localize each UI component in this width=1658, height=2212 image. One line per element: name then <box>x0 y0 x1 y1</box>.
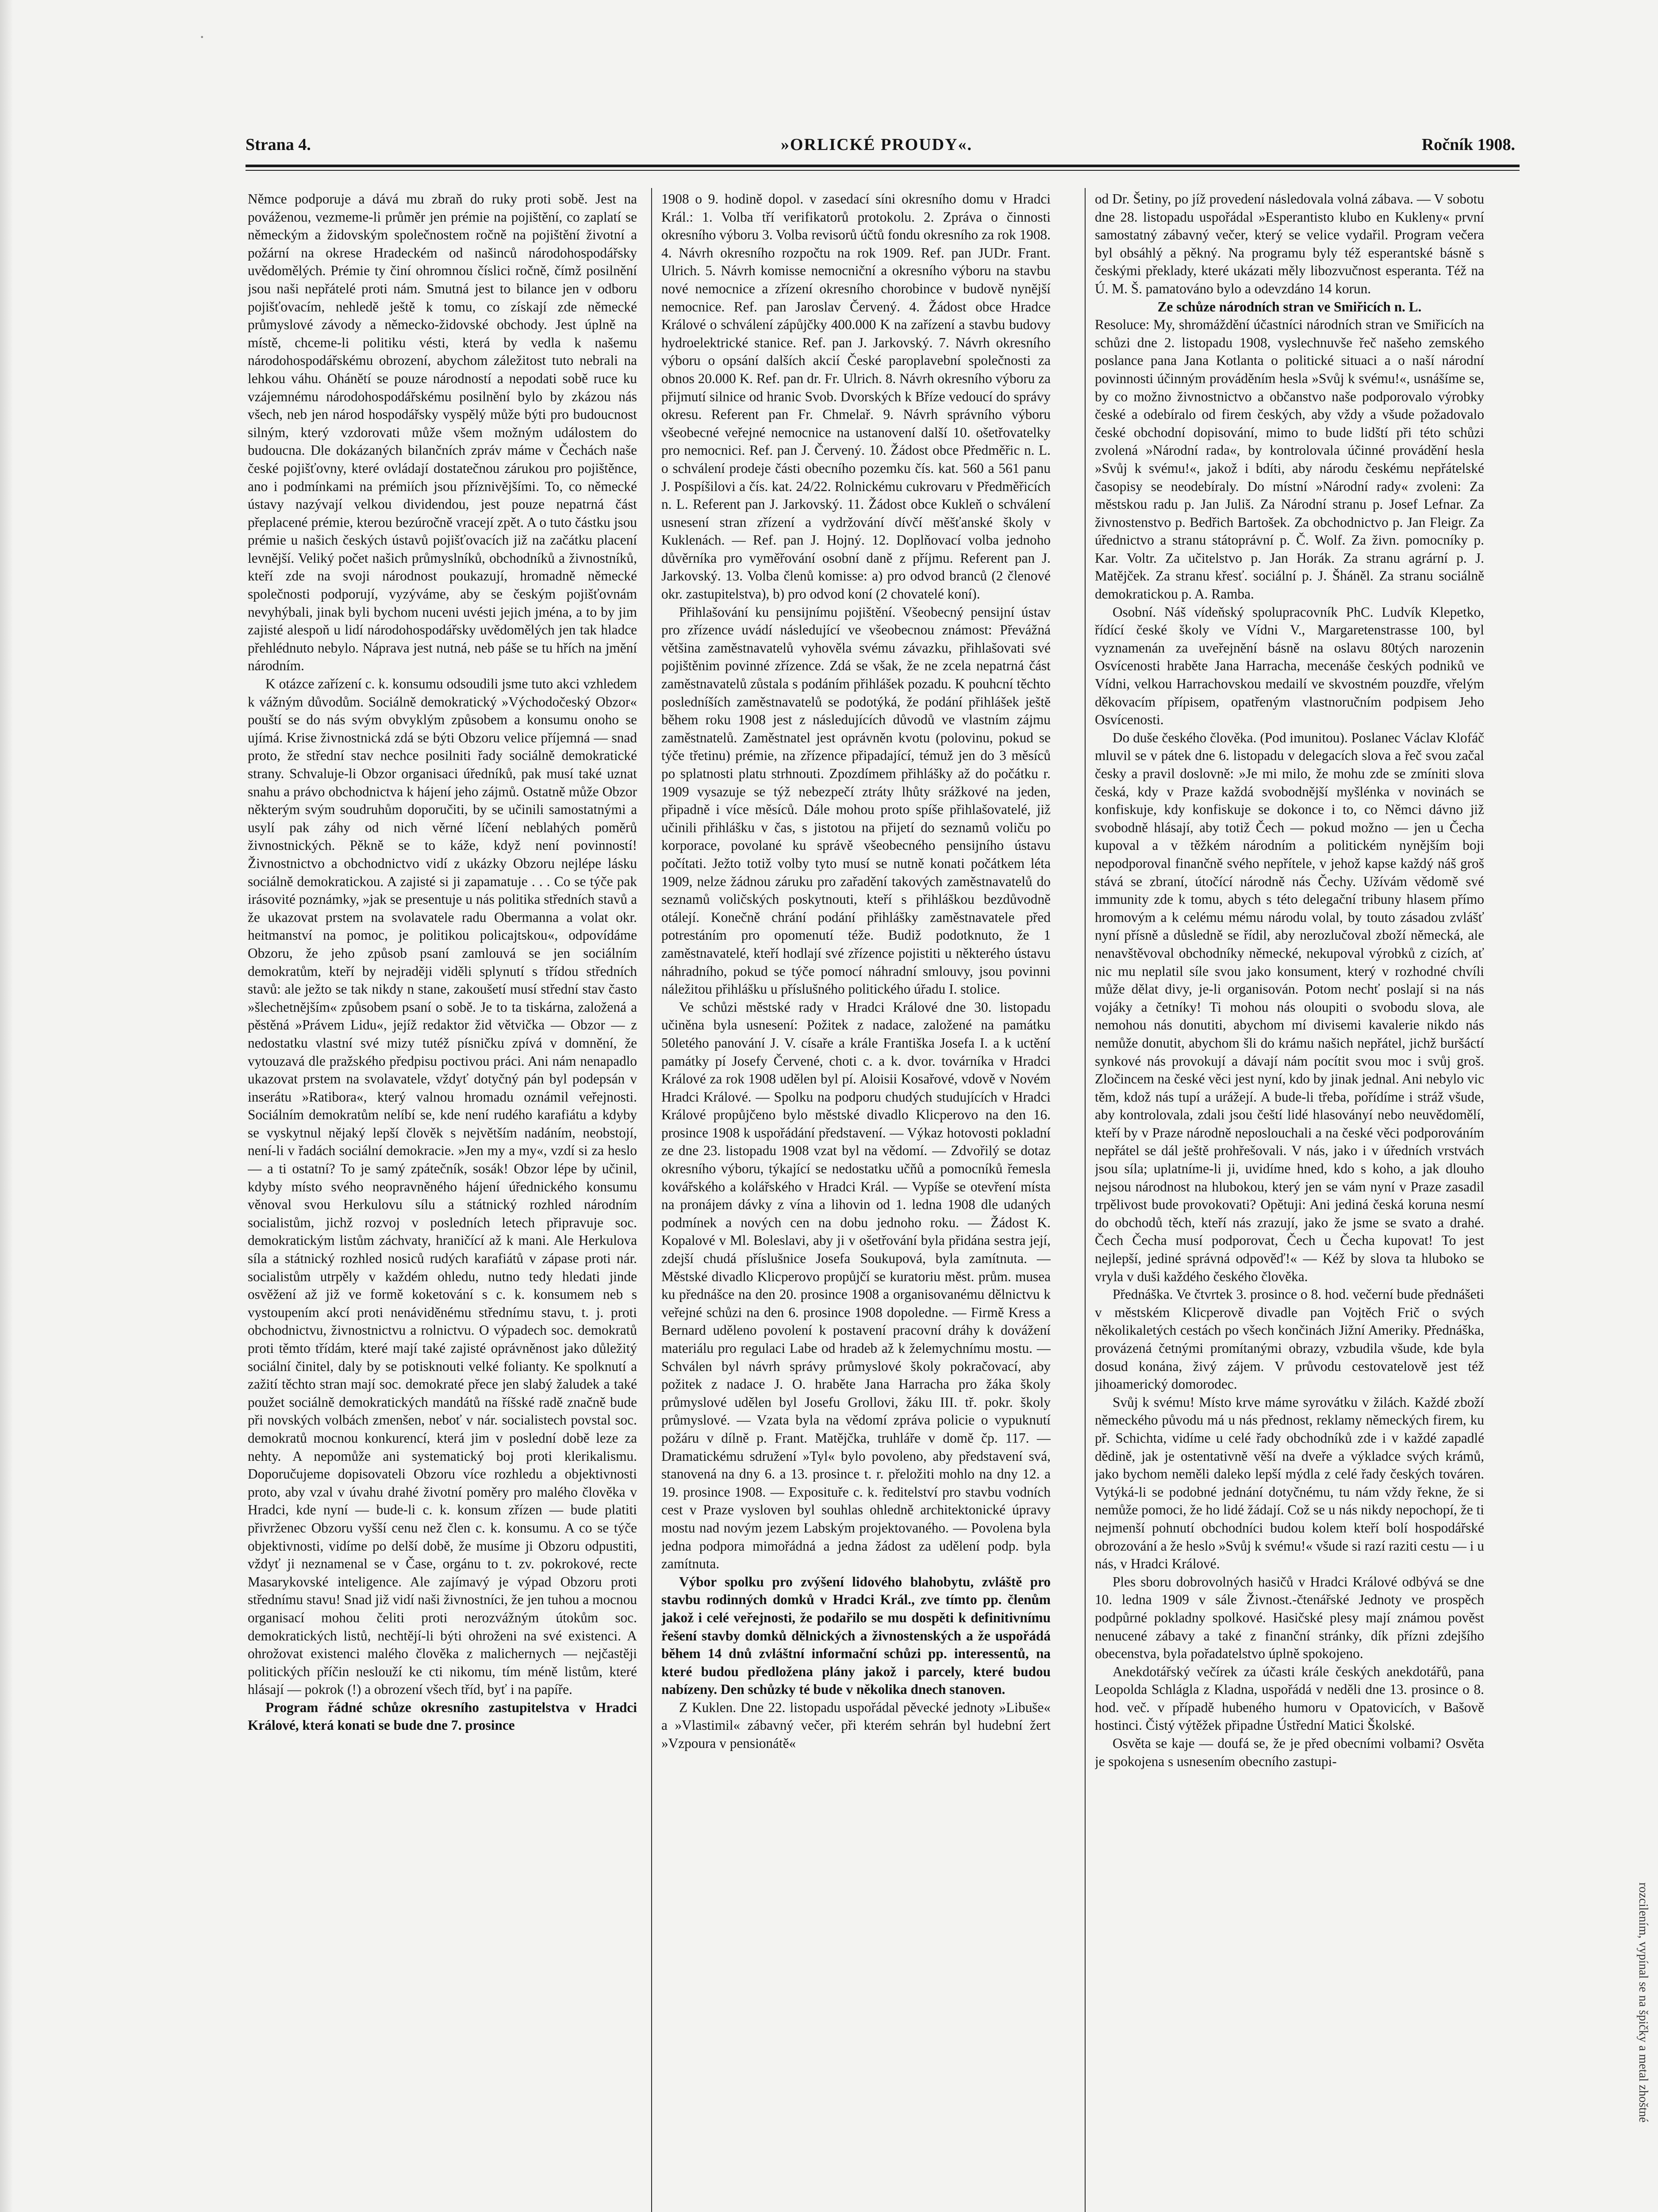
article-paragraph: K otázce zařízení c. k. konsumu odsoudili jsme tuto akci vzhledem k vážným důvodům. Sociálně demokratický »Východočeský Obzor« pouští se do nás svým obvyklým způsobem a konsumu onoho se ujímá. Krise živnostnická zdá se býti Obzoru velice příjemná — snad proto, že střední stav nechce posilniti řady sociálně demokratické strany. Schvaluje-li Obzor organisaci úředníků, pak musí také uznat snahu a právo obchodnictva k hájení jeho zájmů. Ostatně může Obzor některým svým soudruhům doporučiti, by se učinili samostatnými a usylí pak záhy od nich věrné líčení neblahých poměrů živnostnických. Pěkně se to káže, když není povinností! Živnostnictvo a obchodnictvo vidí z ukázky Obzoru nejlépe lásku sociálně demokratickou. A zajisté si ji zapamatuje . . . Co se týče pak irásovité poznámky, »jak se presentuje u nás politika středních stavů a že ukazovat prstem na svolavatele radu Obermanna a volat okr. heitmanství na pomoc, je politikou policajtskou«, odpovídáme Obzoru, že jeho způsob psaní zamlouvá se jen sociálním demokratům, kteří by nejraději viděli splynutí s třídou středních stavů: ale ježto se tak nikdy n stane, zakoušetí musí střední stav často »šlechetnějším« způsobem psaní o sobě. Je to ta tiskárna, založená a pěstěná »Právem Lidu«, jejíž redaktor žid větvička — Obzor — z nedostatku vlastní své mizy tutéž písničku zpívá v domnění, že vytouzavá dle pražského předpisu poctivou práci. Ani nám nenapadlo ukazovat prstem na svolavatele, vždyť dotyčný pán byl podepsán v inserátu »Ratibora«, který valnou hromadu oznámil veřejnosti. Sociálním demokratům nelíbí se, kde není rudého karafiátu a kdyby se vyskytnul nějaký lepší člověk s největším nadáním, neobstojí, není-li v řadách sociální demokracie. »Jen my a my«, vzdí si za heslo — a ti ostatní? To je samý zpátečník, sosák! Obzor lépe by učinil, kdyby místo svého neopravněného hájení úřednického konsumu věnoval svou Herkulovu sílu a státnický rozhled národním socialistům, jichž rozvoj v posledních letech připravuje soc. demokratickým listům záchvaty, hraničící až k mani. Ale Herkulova síla a státnický rozhled nosiců rudých karafiátů v zápase proti nár. socialistům utrpěly v každém ohledu, nutno tedy hledati jinde osvěžení až již ve formě koketování s c. k. konsumem neb s vystoupením akcí proti nenáviděnému střednímu stavu, t. j. proti obchodnictvu, živnostnictvu a rolnictvu. O výpadech soc. demokratů proti těmto třídám, které mají také zajisté oprávněnost jako důležitý sociální činitel, daly by se potisknouti velké folianty. Ke spolknutí a zažití těchto stran mají soc. demokraté přece jen slabý žaludek a také použet sociálně demokratických mandátů na říšské radě značně bude při novských volbách zmenšen, neboť v nár. socialistech povstal soc. demokratů mocnou konkurencí, která jim v poslední době leze za nehty. A nepomůže ani systematický boj proti klerikalismu. Doporučujeme dopisovateli Obzoru více rozhledu a objektivnosti proto, aby vzal v úvahu drahé životní poměry pro malého člověka v Hradci, kde nyní — bude-li c. k. konsum zřízen — bude platiti přivrženec Obzoru vyšší cenu než člen c. k. konsumu. A co se týče objektivnosti, vidíme po delší době, že musíme ji Obzoru odpustiti, vždyť ji neznamenal se v Čase, orgánu to t. zv. pokrokové, recte Masarykovské inteligence. Ale zajímavý je výpad Obzoru proti střednímu stavu! Snad již vidí naši živnostníci, že jen tuhou a mocnou organisací mohou čeliti proti nerozvážným útokům soc. demokratických listů, nechtějí-li býti ohroženi na své existenci. A ohrožovat existenci malého člověka z malichernych — nejčastěji politických příčin neslouží ke cti nikomu, tím méně listům, které hlásají — pokrok (!) a obrození všech tříd, byť i na papíře. <box>248 676 637 1697</box>
article-paragraph: Ze schůze národních stran ve Smiřicích n. L. <box>1157 299 1422 315</box>
header-rule-thick <box>246 165 1520 167</box>
article-paragraph: Výbor spolku pro zvýšení lidového blahobytu, zvláště pro stavbu rodinných domků v Hradci Král., zve tímto pp. členům jakož i celé veřejnosti, že podařilo se mu dospěti k definitivnímu řešení stavby domků dělnických a živnostenských a že uspořádá během 14 dnů zvláštní informační schůzi pp. interessentů, na které budou předložena plány jakož i parcely, které budou nabízeny. Den schůzky té bude v několika dnech stanoven. <box>661 1574 1051 1697</box>
page-number: Strana 4. <box>246 135 311 154</box>
header-rule-thin <box>246 170 1520 171</box>
article-paragraph: Ples sboru dobrovolných hasičů v Hradci Králové odbývá se dne 10. ledna 1909 v sále Živnost.-čtenářské Jednoty ve prospěch podpůrné pokladny spolkové. Hasičské plesy mají známou pověst nenucené zábavy a také z finanční stránky, dík přízni zdejšího obecenstva, byla pořadatelstvo úplně spokojeno. <box>1095 1574 1484 1662</box>
text-column-3 <box>1095 190 1484 2212</box>
article-paragraph: od Dr. Šetiny, po jíž provedení následovala volná zábava. — V sobotu dne 28. listopadu uspořádal »Esperantisto klubo en Kukleny« první samostatný zábavný večer, který se velice vydařil. Program večera byl obsáhlý a pěkný. Na programu byly též esperantské básně s českými překlady, které ukázati měly libozvučnost esperanta. Též na Ú. M. Š. pamatováno bylo a odevzdáno 14 korun. <box>1095 191 1484 296</box>
article-paragraph: 1908 o 9. hodině dopol. v zasedací síni okresního domu v Hradci Král.: 1. Volba tří verifikatorů protokolu. 2. Zpráva o činnosti okresního výboru 3. Volba revisorů účtů fondu okresního za rok 1908. 4. Návrh okresního rozpočtu na rok 1909. Ref. pan JUDr. Frant. Ulrich. 5. Návrh komisse nemocniční a okresního výboru na stavbu nové nemocnice a zřízení okresního chorobince v budově nynější nemocnice. Ref. pan Jaroslav Červený. 4. Žádost obce Hradce Králové o schválení zápůjčky 400.000 K na zařízení a stavbu budovy hydroelektrické stanice. Ref. pan J. Jarkovský. 7. Návrh okresního výboru o opsání dalších akcií České paroplavební společnosti za obnos 20.000 K. Ref. pan dr. Fr. Ulrich. 8. Návrh okresního výboru za přijmutí silnice od hranic Svob. Dvorských k Bříze vedoucí do správy okresu. Referent pan Fr. Chmelař. 9. Návrh správního výboru všeobecné veřejné nemocnice na ustanovení další 10. ošetřovatelky pro nemocnici. Ref. pan J. Červený. 10. Žádost obce Předměřic n. L. o schválení prodeje části obecního pozemku čís. kat. 560 a 561 panu J. Pospíšilovi a čís. kat. 24/22. Rolnickému cukrovaru v Předměřicích n. L. Referent pan J. Jarkovský. 11. Žádost obce Kukleň o schválení usnesení stran zřízení a vydržování dívčí měšťanské školy v Kuklenách. — Ref. pan J. Hojný. 12. Doplňovací volba jednoho důvěrníka pro vyměřování osobní daně z příjmu. Referent pan J. Jarkovský. 13. Volba členů komisse: a) pro odvod branců (2 členové okr. zastupitelstva), b) pro odvod koní (2 chovatelé koní). <box>661 191 1051 602</box>
article-paragraph: Osvěta se kaje — doufá se, že je před obecními volbami? Osvěta je spokojena s usnesením obecního zastupi- <box>1095 1736 1484 1769</box>
text-column-2 <box>661 190 1051 2212</box>
article-paragraph: Resoluce: My, shromáždění účastníci národních stran ve Smiřicích na schůzi dne 2. listopadu 1908, vyslechnuvše řeč našeho zemského poslance pana Jana Kotlanta o politické situaci a o naší národní povinnosti účinným prováděním hesla »Svůj k svému!«, usnášíme se, by co možno živnostnictvo a občanstvo naše podporovalo výrobky české a odebíralo od firem českých, aby vždy a všude požadovalo české obchodní dopisování, mimo to bude lidští při této schůzi zvolená »Národní rada«, by kontrolovala účinné provádění hesla »Svůj k svému!«, jakož i bdíti, aby národu českému nepřátelské časopisy se neodebíraly. Do místní »Národní rady« zvoleni: Za městskou radu p. Jan Juliš. Za Národní stranu p. Josef Lefnar. Za živnostenstvo p. Bedřich Bartošek. Za obchodnictvo p. Jan Fleigr. Za úřednictvo a stranu státoprávní p. Č. Wolf. Za živn. pomocníky p. Kar. Voltr. Za učitelstvo p. Jan Horák. Za stranu agrární p. J. Matějček. Za stranu křesť. sociální p. J. Šháněl. Za stranu sociálně demokratickou p. A. Ramba. <box>1095 317 1484 602</box>
volume-year: Ročník 1908. <box>1421 135 1515 154</box>
article-paragraph: Němce podporuje a dává mu zbraň do ruky proti sobě. Jest na pováženou, vezmeme-li průměr jen prémie na pojištění, co zaplatí se německým a židovským společnostem ročně na pojištění životní a požární na okrese Hradeckém od našinců národohospodářsky uvědomělých. Prémie ty činí ohromnou číslici ročně, čímž posilnění jsou naši nepřátelé proti nám. Smutná jest to bilance jen v odboru pojišťovacím, nehledě ještě k tomu, co získají zde německé průmyslové závody a německo-židovské obchody. Jest úplně na místě, chceme-li politiku vésti, která by vedla k našemu národohospodářskému obrození, abychom záležitost tuto nebrali na lehkou váhu. Ohánětí se pouze národností a nepodati sobě ruce ku vzájemnému národohospodářskému posilnění bylo by zkázou nás všech, neb jen národ hospodářsky vyspělý může býti pro budoucnost silným, který vzdorovati může všem možným událostem do budoucna. Dle dokázaných bilančních zpráv máme v Čechách naše české pojišťovny, které ovládají dostatečnou zárukou pro pojištěnce, ano i podmínkami na prémiích jsou příznivějšími. To, co německé ústavy nazývají velkou dividendou, jest pouze nepatrná část přeplacené prémie, kterou bezúročně vracejí zpět. A o tuto částku jsou prémie u našich českých ústavů pojišťovacích již na začátku placení levnější. Veliký počet našich průmyslníků, obchodníků a živnostníků, kteří zde na svoji národnost poukazují, hromadně německé společnosti podporují, vyzýváme, aby se českým pojišťovnám nevyhýbali, jinak byli bychom nuceni uvésti jejich jména, a to by jim zajisté alespoň u lidí národohospodářsky uvědomělých jen tak hladce přehlédnuto nebylo. Náprava jest nutná, neb páše se tu hřích na jmění národním. <box>248 191 637 674</box>
article-paragraph: Svůj k svému! Místo krve máme syrovátku v žilách. Každé zboží německého původu má u nás přednost, reklamy německých firem, ku př. Schichta, vidíme u celé řady obchodníků zde i v každé zapadlé dědině, jak je ostentativně věší na dveře a výkladce svých krámů, jako bychom neměli daleko lepší mýdla z celé řady českých továren. Vytýká-li se podobné jednání dotyčnému, tu nám vždy řekne, že si nemůže pomoci, že ho lidé žádají. Což se u nás nikdy nepochopí, že ti nejmenší pohnutí obchodníci budou kolem kteří bolí hospodářské obrozování a že heslo »Svůj k svému!« všude si razí raziti cestu — i u nás, v Hradci Králové. <box>1095 1394 1484 1572</box>
article-paragraph: Přihlašování ku pensijnímu pojištění. Všeobecný pensijní ústav pro zřízence uvádí následující ve všeobecnou známost: Převážná většina zaměstnavatelů vyhověla svému závazku, přihlašovati své pojištěnim povinné zřízence. Zdá se však, že ne zcela nepatrná část zaměstnavatelů zůstala s podáním přihlášek pozadu. K pouhcní těchto posledníších zaměstnavatelů se podotýká, že podání přihlášek ještě během roku 1908 jest z následujících důvodů ve vlastním zájmu zaměstnatelů. Zaměstnatel jest oprávněn kvotu (polovinu, pokud se týče třetinu) prémie, na zřízence připadající, témuž jen do 3 měsíců po splatnosti platu strhnouti. Zpozdímem přihlášky až do počátku r. 1909 vysazuje se týž nebezpečí ztráty lhůty srážkové na jeden, připadně i více měsíců. Dále mohou proto spíše přihlašovatelé, již učinili přihlášku v čas, s jistotou na přijetí do seznamů voliču po korporace, povolané ku správě všeobecného pensijního ústavu počítati. Ježto totiž volby tyto musí se nutně konati počátkem léta 1909, nelze žádnou záruku pro zařadění takových zaměstnavatelů do seznamů voličských poskytnouti, kteří s přihláškou bezdůvodně otálejí. Konečně chrání podání přihlášky zaměstnavatele před potrestáním pro opomenutí téže. Budiž podotknuto, že 1 zaměstnavatelé, kteří hodlají své zřízence pojistiti u některého ústavu náhradního, pokud se týče pomocí náhradní smlouvy, jsou povinni náležitou přihlášku u příslušného politického úřadu I. stolice. <box>661 604 1051 997</box>
text-column-1 <box>248 190 637 2212</box>
margin-note <box>1632 1882 1650 2212</box>
article-paragraph: Do duše českého člověka. (Pod imunitou). Poslanec Václav Klofáč mluvil se v pátek dne 6. listopadu v delegacích slova a řeč svou začal česky a pravil doslovně: »Je mi milo, že mohu zde se zmíniti slova česká, kdy v Praze každá svobodnější myšlénka v novinách se konfiskuje, kdy konfiskuje se dokonce i to, co Němci dávno již svobodně hlásají, aby totiž Čech — pokud možno — jen u Čecha kupoval a v těžkém národním a politickém nynějším boji nepodporoval finančně svého nepřítele, v jehož kapse každý náš groš stává se zbraní, útočící národně nás Čechy. Užívám vědomě své immunity zde k tomu, abych s této delegační tribuny hlasem přímo hromovým a k celému mému národu volal, by touto zásadou zvlášť nyní přísně a důsledně se řídil, aby nerozlučoval zboží německá, ale nenavštěvoval obchodníky německé, nekupoval výrobků z cizích, ať nic mu neplatil síle svou jako konsument, který v rozhodné chvíli může dělat divy, je-li organisován. Potom nechť poslají si na nás vojáky a četníky! Ti mohou nás oloupiti o svobodu slova, ale nemohou nás donutiti, abychom mí divisemi kavalerie nikdo nás nemůže donutit, abychom šli do krámu našich nepřátel, jichž buršáctí synkové nás provokují a dávají nám pocítit svou moc i svůj groš. Zločincem na české věci jest nyní, kdo by jinak jednal. Ani nebylo vic těm, kdož nás tupí a urážejí. A bude-li třeba, pořídíme i stráž všude, aby kontrolovala, zdali jsou čeští lidé hlasoványí nebo neuvědomělí, kteří by v Praze národně neposlouchali a na české věci podporováním nepřátel se dál ještě prohřešovali. V nás, jako i v úředních vrstvách jsou síla; uplatníme-li ji, uvidíme hned, kdo s koho, a jak dlouho nejsou národnost na hlubokou, který jen se vám nyní v Praze zasadil trpělivost bude provokovati? Opětuji: Ani jediná česká koruna nesmí do obchodů těch, kteří nás zrazují, jako že jsme se svato a drahé. Čech Čecha musí podporovat, Čech u Čecha kupovat! To jest nejlepší, jediné správná odpověď!« — Kéž by slova ta hluboko se vryla v duši každého českého člověka. <box>1095 730 1484 1284</box>
newspaper-title: »ORLICKÉ PROUDY«. <box>781 135 973 154</box>
column-divider-1 <box>651 188 652 2212</box>
article-paragraph: Program řádné schůze okresního zastupitelstva v Hradci Králové, která konati se bude dne 7. prosince <box>248 1699 637 1733</box>
article-paragraph: Ve schůzi městské rady v Hradci Králové dne 30. listopadu učiněna byla usnesení: Požitek z nadace, založené na památku 50letého panování J. V. císaře a krále Františka Josefa I. a k uctění památky pí Josefy Červené, choti c. a k. dvor. továrníka v Hradci Králové za rok 1908 udělen byl pí. Aloisii Kosařové, vdově v Novém Hradci Králové. — Spolku na podporu chudých studujících v Hradci Králové propůjčeno bylo městské divadlo Klicperovo na den 16. prosince 1908 k uspořádání představení. — Výkaz hotovosti pokladní ze dne 23. listopadu 1908 vzat byl na vědomí. — Zdvořilý se dotaz okresního výboru, týkající se nedostatku učňů a pomocníků řemesla kovářského a kolářského v Hradci Král. — Vypíše se otevření místa na pronájem dávky z vína a lihovin od 1. ledna 1908 dle udaných podmínek a nových cen na dobu jednoho roku. — Žádost K. Kopalové v Ml. Boleslavi, aby ji v ošetřování byla přidána sestra její, zdejší chudá příslušnice Josefa Soukupová, byla zamítnuta. — Městské divadlo Klicperovo propůjčí se kuratoriu měst. prům. musea ku přednášce na den 20. prosince 1908 a organisovanému dělnictvu k veřejné schůzi na den 6. prosince 1908 dopoledne. — Firmě Kress a Bernard uděleno povolení k postavení pracovní dráhy k dovážení materiálu pro regulaci Labe od hradeb až k želemychnímu mostu. — Schválen byl návrh správy průmyslové školy pokračovací, aby požitek z nadace J. O. hraběte Jana Harracha pro žáka školy průmyslové udělen byl Josefu Grollovi, žáku III. tř. pokr. školy průmyslové. — Vzata byla na vědomí zpráva policie o vypuknutí požáru v dílně p. Frant. Matějčka, truhláře v domě čp. 117. — Dramatickému sdružení »Tyl« bylo povoleno, aby představení svá, stanovená na dny 6. a 13. prosince t. r. přeložiti mohlo na dny 12. a 19. prosince 1908. — Exposituře c. k. ředitelství pro stavbu vodních cest v Praze vysloven byl souhlas ohledně architektonické úpravy mostu nad novým jezem Labským projektovaného. — Povolena byla jedna podpora mimořádná a jedna žádost za udělení podp. byla zamítnuta. <box>661 999 1051 1572</box>
margin-note-text: rozcilením, vypínal se na špičky a metal zhoštné <box>1636 1882 1650 2123</box>
article-paragraph: Přednáška. Ve čtvrtek 3. prosince o 8. hod. večerní bude přednášeti v městském Klicperově divadle pan Vojtěch Frič o svých několikaletých cestách po všech končinách Jižní Ameriky. Přednáška, provázená četnými promítanými obrazy, vzbudila všude, kde byla dosud konána, živý zájem. V průvodu cestovatelově jest též jihoamerický domorodec. <box>1095 1286 1484 1392</box>
page-header <box>246 135 1515 161</box>
article-paragraph: Osobní. Náš vídeňský spolupracovník PhC. Ludvík Klepetko, řídící české školy ve Vídni V., Margaretenstrasse 100, byl vyznamenán za uveřejnění básně na oslavu 80tých narozenin Osvícenosti hraběte Jana Harracha, mecenáše českých podniků ve Vídni, velkou Harrachovskou medailí ve skvostném pouzdře, vřelým děkovacím přípisem, opatřeným vlastnoručním podpisem Jeho Osvícenosti. <box>1095 604 1484 728</box>
article-paragraph: Anekdotářský večírek za účasti krále českých anekdotářů, pana Leopolda Schlágla z Kladna, uspořádá v neděli dne 13. prosince o 8. hod. več. v případě hubeného humoru v Opatovicích, v Bašově hostinci. Čistý výtěžek připadne Ústřední Matici Školské. <box>1095 1663 1484 1733</box>
column-divider-2 <box>1085 188 1086 2212</box>
scan-edge-shadow <box>0 0 13 2212</box>
article-paragraph: Z Kuklen. Dne 22. listopadu uspořádal pěvecké jednoty »Libuše« a »Vlastimil« zábavný večer, při kterém sehrán byl hudební žert »Vzpoura v pensionátě« <box>661 1699 1051 1751</box>
scan-speck: · <box>199 27 205 47</box>
